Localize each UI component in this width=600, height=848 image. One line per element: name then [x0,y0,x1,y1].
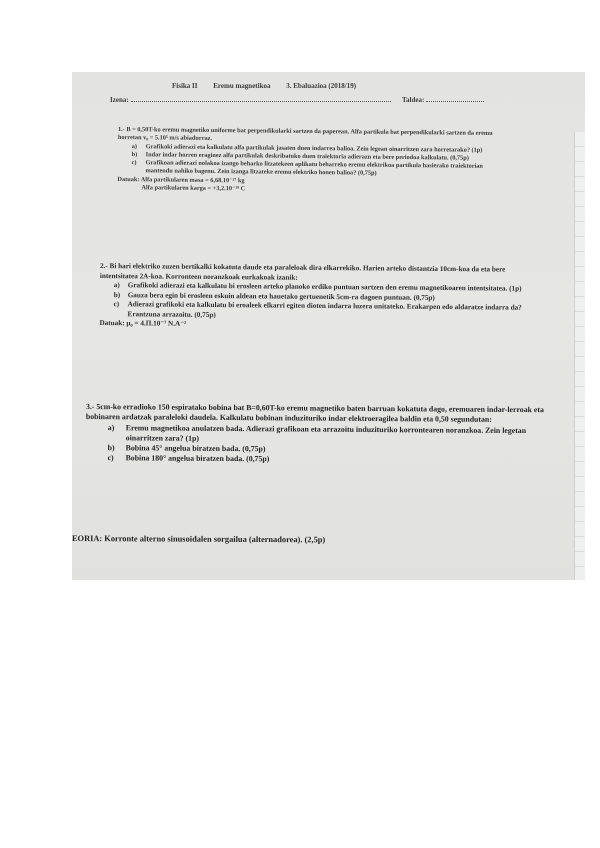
q2-c-text: Adierazi grafikoki eta kalkulatu bi eroaleek elkarri egiten dioten indarra luzera unitateko. Erakarpen edo aldaratze indarra da? Erantzuna arrazoitu. (0,75p) [127,300,522,319]
group-label: Taldea: [402,96,425,104]
q1-b-label: b) [131,151,138,159]
q2-a-text: Grafikoki adierazi eta kalkulatu bi erosleen arteko planoko erdiko puntuan sartzen den eremu magnetikoaren intentsitatea. (1p) [127,281,522,293]
name-field [110,96,391,104]
grid-paper-strip [575,132,585,580]
q3-b-label: b) [107,443,115,453]
q1-a-label: a) [131,142,138,150]
q3-a-text: Eremu magnetikoa anulatzen bada. Adierazi grafikoan eta arrazoitu induzituriko korrontearen noranzkoa. Zein legetan oinarritzen zara? (1p) [125,422,527,443]
q3-intro: 3.- 5cm-ko erradioko 150 espiratako bobina bat B=0,60T-ko eremu magnetiko baten barruan kokatuta dago, eremuaren indar-lerroak eta bobinaren ardatzak paraleloki daudela. Kalkulatu bobinan induzituriko indar elektroeragilea baldin eta 0,50 segundutan: [85,402,544,425]
header-subject: Fisika II [172,82,198,90]
q1-a-text: Grafikoki adierazi eta kalkulatu alfa partikulak jasaten duen indarrea balioa. Zein legean oinarritzen zara horretarako? (1p) [145,142,483,154]
theory-question: EORIA: Korronte alterno sinusoidalen sorgailua (alternadorea). (2,5p) [72,534,326,545]
q3-c-label: c) [107,453,114,463]
q2-data: Datuak: μ₀ = 4.Π.10⁻⁷ N.A⁻² [99,318,187,328]
group-dotted-line [426,101,484,102]
q2-intro: 2.- Bi hari elektriko zuzen bertikalki kokatuta daude eta paraleloak dira elkarrekiko. Harien arteko distantzia 10cm-koa da eta bere intentsitatea 2A-koa. Korronteen noranzkoak eurkakoak izanik: [99,262,506,282]
header-topic: Eremu magnetikoa [213,82,271,90]
q1-data-charge: Alfa partikularen karga = +3,2.10⁻¹⁹ C [141,184,246,193]
q1-c-label: c) [131,159,137,167]
q3-c-text: Bobina 180° angelua biratzen bada. (0,75p) [125,453,270,464]
q3-item-c [108,454,556,467]
exam-header [172,82,370,90]
group-field [402,96,484,104]
question-3 [86,402,556,467]
q2-c-label: c) [113,300,120,309]
header-exam: 3. Ebaluazioa (2018/19) [286,82,357,90]
q1-b-text: Indar indar horren eraginez alfa partikulak deskribatuko duen traiektoria adierazn eta bere periodoa kalkulatu. (0,75p) [145,151,469,162]
q2-b-text: Gauza bera egin bi erosleen eskuin aldean eta hauetako gertuenetik 5cm-ra dagoen puntuan. (0,75p) [127,290,435,302]
question-2 [99,262,530,332]
q2-b-label: b) [113,290,121,299]
q2-a-label: a) [113,281,120,290]
name-dotted-line [131,101,391,102]
q3-a-label: a) [107,422,115,432]
q3-b-text: Bobina 45° angelua biratzen bada. (0,75p) [125,443,266,454]
q1-data-mass: Datuak: Alfa partikularen masa = 6,68.10⁻²⁷ kg [117,175,245,185]
q1-c-text: Grafikoan adierazi nolakoa izango beharko litzatekeen aplikatu beharreko eremu elektrikoa partikula hasierako traiektorian mantendu nahiko bagenu. Zein izanga litzateke eremu elektriko honen balioa? (0,75p) [145,159,483,178]
q1-intro: 1.- B = 0,50T-ko eremu magnetiko uniforme bat perpendikularki sartzen da paperean. Alfa partikula bat perpendikularki sartzen da eremu horretan v₀ = 5.10⁵ m/s abiadurraz. [117,126,493,143]
question-1 [117,126,508,196]
exam-photo [72,72,585,580]
name-label: Izena: [110,96,129,104]
